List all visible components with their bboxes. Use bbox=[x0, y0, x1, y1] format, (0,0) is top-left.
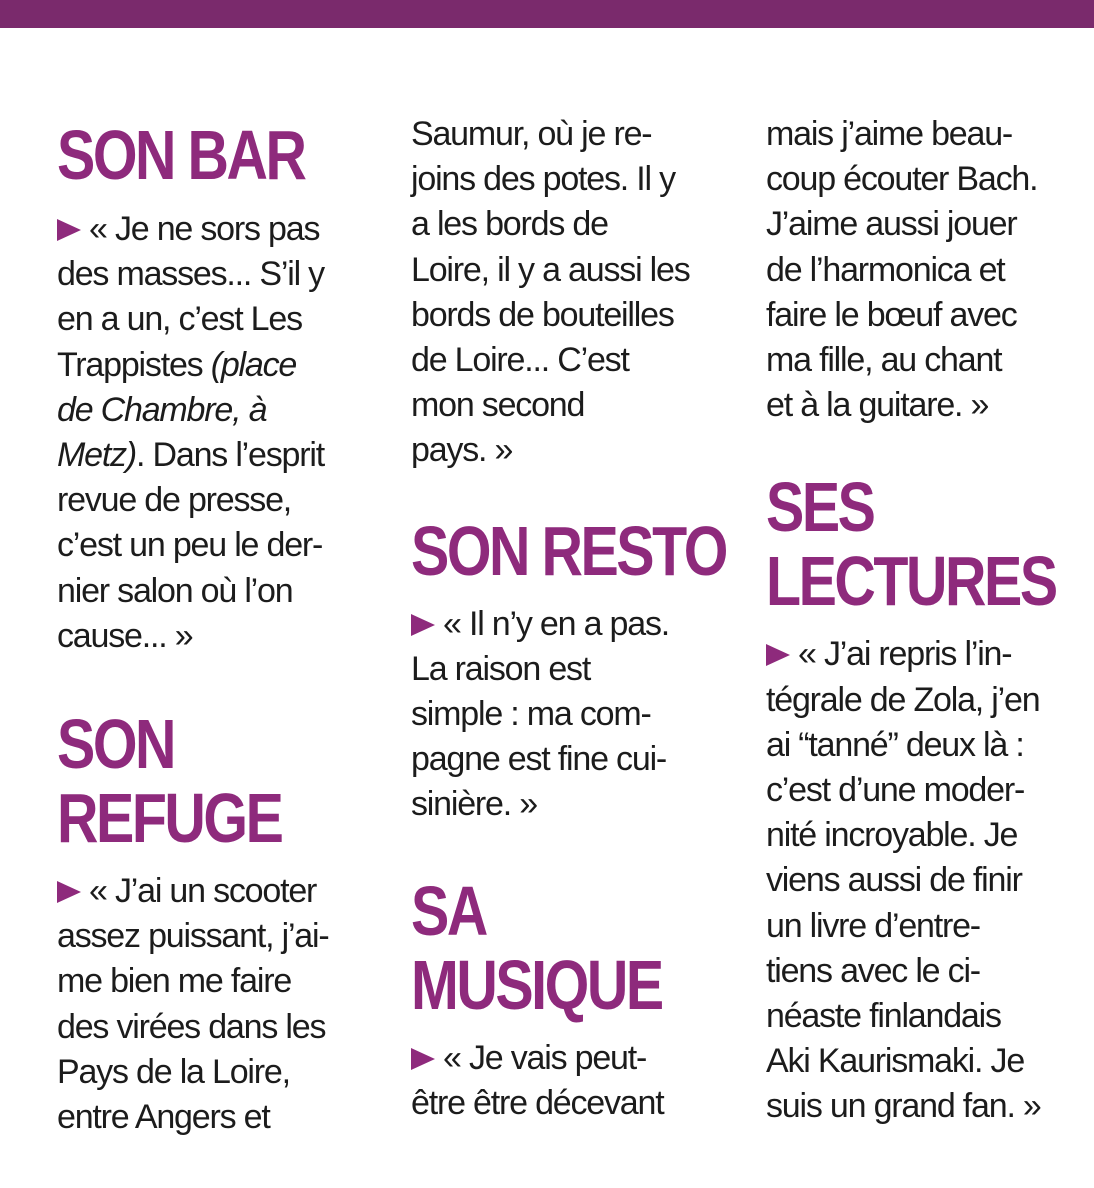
text-line: nier salon où l’on bbox=[57, 571, 293, 610]
text-fragment: . Dans l’esprit bbox=[136, 436, 324, 475]
text-sa-musique bbox=[411, 1036, 721, 1126]
text-line: assez puissant, j’ai- bbox=[57, 917, 329, 956]
text-fragment: « Je ne sors pas bbox=[89, 210, 320, 248]
text-line: suis un grand fan. » bbox=[766, 1087, 1041, 1126]
heading-line: MUSIQUE bbox=[411, 945, 662, 1024]
text-line: Loire, il y a aussi les bbox=[411, 250, 690, 289]
text-line: bords de bouteilles bbox=[411, 295, 674, 334]
triangle-right-icon bbox=[766, 644, 790, 666]
text-line bbox=[57, 433, 367, 478]
text-line bbox=[57, 343, 367, 388]
text-line: tiens avec le ci- bbox=[766, 951, 980, 990]
heading-line: SON bbox=[57, 705, 175, 784]
text-line: cause... » bbox=[57, 616, 193, 655]
text-line: c’est d’une moder- bbox=[766, 771, 1025, 810]
triangle-right-icon bbox=[411, 1048, 435, 1070]
text-line: c’est un peu le der- bbox=[57, 526, 323, 565]
text-fragment: « Je vais peut- bbox=[443, 1038, 647, 1077]
text-line-italic: de Chambre, à bbox=[57, 390, 267, 429]
triangle-right-icon bbox=[411, 614, 435, 636]
text-line bbox=[766, 632, 1086, 677]
text-son-refuge bbox=[57, 869, 367, 1140]
text-line: a les bords de bbox=[411, 205, 608, 244]
text-line: viens aussi de finir bbox=[766, 861, 1022, 900]
text-line: me bien me faire bbox=[57, 962, 292, 1001]
column-3 bbox=[766, 112, 1086, 1130]
heading-line: LECTURES bbox=[766, 542, 1056, 621]
text-fragment: « Il n’y en a pas. bbox=[443, 604, 669, 643]
text-line: coup écouter Bach. bbox=[766, 160, 1038, 199]
text-line: en a un, c’est Les bbox=[57, 300, 302, 339]
text-line: nité incroyable. Je bbox=[766, 816, 1018, 855]
text-line bbox=[57, 207, 367, 252]
text-fragment: « J’ai repris l’in- bbox=[798, 635, 1012, 674]
text-line bbox=[57, 869, 367, 914]
text-line: des virées dans les bbox=[57, 1007, 326, 1046]
text-line: pagne est fine cui- bbox=[411, 740, 667, 779]
text-line: mon second bbox=[411, 386, 585, 425]
heading-ses-lectures bbox=[766, 468, 1056, 621]
text-refuge-continued bbox=[411, 112, 721, 474]
text-line: joins des potes. Il y bbox=[411, 160, 675, 199]
heading-line: REFUGE bbox=[57, 779, 282, 858]
text-son-resto bbox=[411, 602, 721, 828]
column-1 bbox=[57, 112, 367, 1140]
text-line: simple : ma com- bbox=[411, 695, 651, 734]
text-line: revue de presse, bbox=[57, 481, 292, 520]
text-fragment-italic: (place bbox=[210, 345, 297, 384]
text-fragment: « J’ai un scooter bbox=[89, 872, 317, 911]
text-fragment: Trappistes bbox=[57, 345, 203, 384]
text-ses-lectures bbox=[766, 632, 1086, 1129]
top-color-band bbox=[0, 0, 1094, 28]
text-line: ai “tanné” deux là : bbox=[766, 725, 1024, 764]
heading-line: SON RESTO bbox=[411, 511, 726, 590]
heading-son-refuge bbox=[57, 705, 311, 858]
text-musique-continued bbox=[766, 112, 1086, 428]
text-line: de l’harmonica et bbox=[766, 250, 1005, 289]
text-line: mais j’aime beau- bbox=[766, 115, 1013, 153]
heading-son-bar bbox=[57, 118, 311, 192]
text-line: Saumur, où je re- bbox=[411, 115, 652, 153]
text-line: des masses... S’il y bbox=[57, 255, 324, 294]
text-line: Aki Kaurismaki. Je bbox=[766, 1042, 1025, 1081]
heading-line: SON BAR bbox=[57, 116, 305, 194]
text-line: Pays de la Loire, bbox=[57, 1052, 290, 1091]
heading-line: SA bbox=[411, 871, 486, 950]
heading-son-resto bbox=[411, 511, 726, 590]
text-line: La raison est bbox=[411, 649, 591, 688]
text-line: J’aime aussi jouer bbox=[766, 205, 1017, 244]
heading-line: SES bbox=[766, 468, 874, 547]
text-fragment-italic: Metz) bbox=[57, 436, 137, 475]
text-line bbox=[411, 602, 721, 647]
triangle-right-icon bbox=[57, 219, 81, 241]
text-line: néaste finlandais bbox=[766, 997, 1001, 1036]
text-line: de Loire... C’est bbox=[411, 341, 629, 380]
text-line: sinière. » bbox=[411, 785, 537, 824]
column-2 bbox=[411, 112, 726, 1126]
text-line bbox=[411, 1036, 721, 1081]
text-son-bar bbox=[57, 207, 367, 659]
text-line: et à la guitare. » bbox=[766, 386, 989, 425]
text-line: entre Angers et bbox=[57, 1098, 270, 1137]
text-line: être être décevant bbox=[411, 1083, 664, 1122]
text-line: un livre d’entre- bbox=[766, 906, 980, 945]
text-line: ma fille, au chant bbox=[766, 341, 1002, 380]
heading-sa-musique bbox=[411, 871, 665, 1024]
triangle-right-icon bbox=[57, 881, 81, 903]
text-line: pays. » bbox=[411, 431, 513, 470]
text-line: faire le bœuf avec bbox=[766, 295, 1017, 334]
text-line: tégrale de Zola, j’en bbox=[766, 680, 1040, 719]
